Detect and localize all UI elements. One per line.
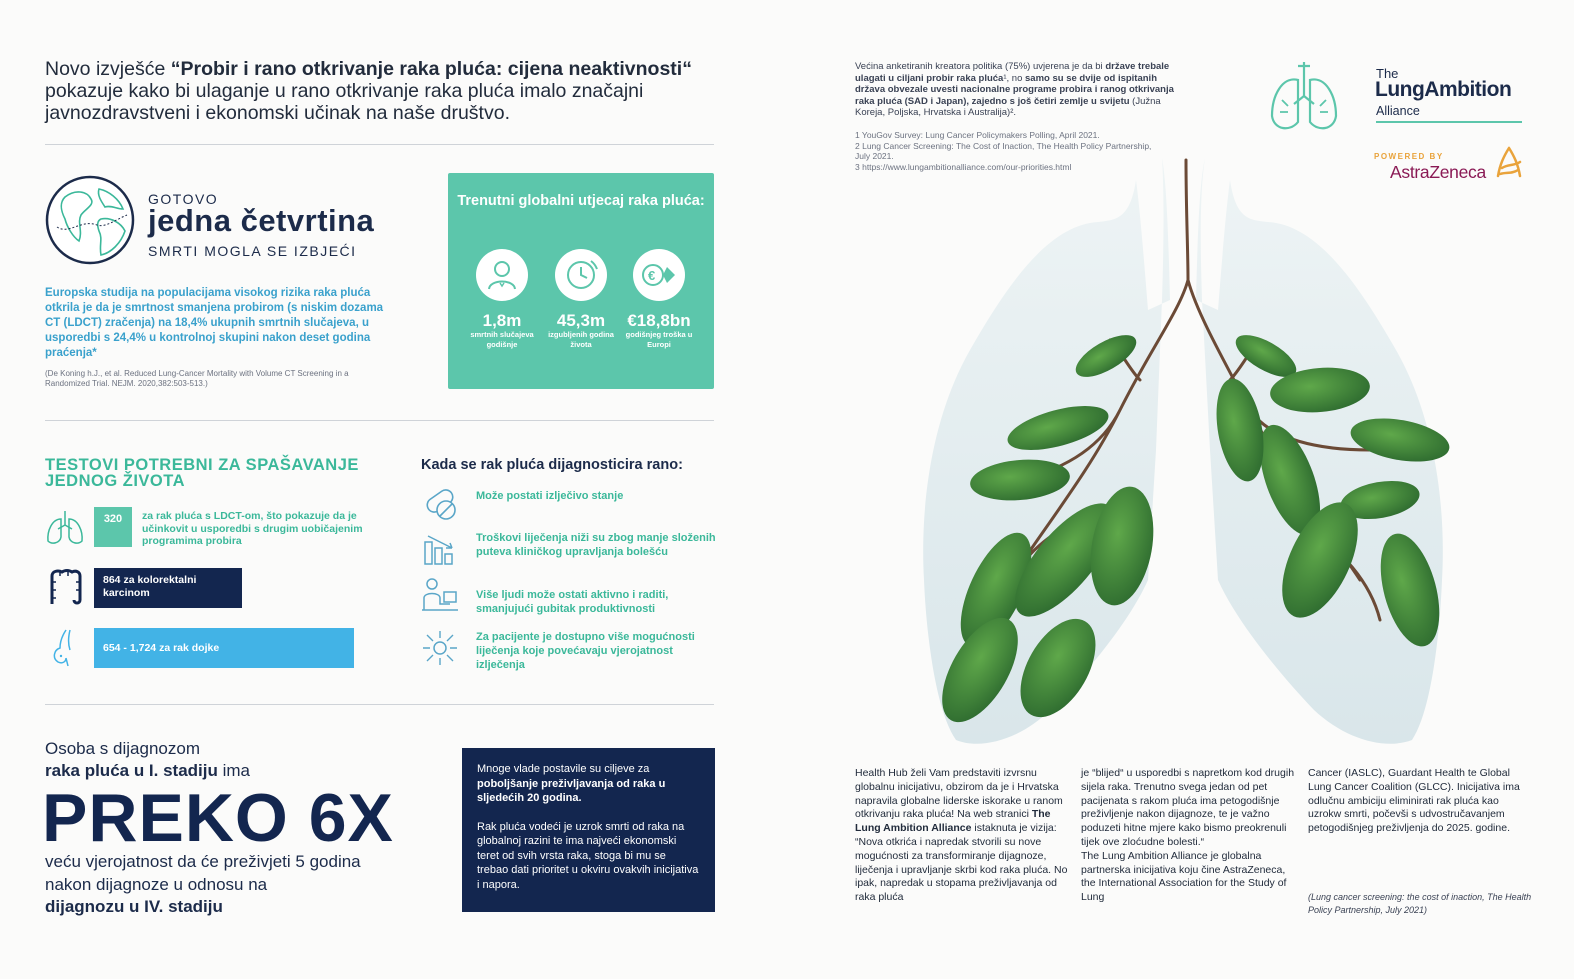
stat-years-label: izgubljenih godina života: [548, 330, 614, 349]
survival-stage: raka pluća u I. stadiju ima: [45, 761, 251, 780]
clock-icon: [555, 249, 607, 301]
text-column-3: Cancer (IASLC), Guardant Health te Global Lung Cancer Coalition (GLCC). Inicijativa ima odlučnu ambiciju eliminirati rak pluća kao uzrokw smrti, počevši s udvostručavanjem petogodišnjeg preživljenja do 2025. godine.: [1308, 767, 1520, 835]
lung-tests-bar: 320: [94, 507, 132, 547]
person-icon: [476, 249, 528, 301]
brand-underline: [1376, 121, 1522, 123]
early-item: Više ljudi može ostati aktivno i raditi, smanjujući gubitak produktivnosti: [476, 589, 669, 615]
impact-title: Trenutni globalni utjecaj raka pluća:: [457, 193, 705, 209]
divider: [45, 144, 714, 145]
stat-deaths-label: smrtnih slučajeva godišnje: [470, 330, 534, 349]
lung-tests-text: za rak pluća s LDCT-om, što pokazuje da je učinkovit u usporedbi s drugim uobičajenim programima probira: [142, 510, 363, 547]
report-title: “Probir i rano otkrivanje raka pluća: cijena neaktivnosti“: [170, 58, 692, 80]
astrazeneca-logo-text: AstraZeneca: [1390, 162, 1486, 182]
early-item: Troškovi liječenja niži su zbog manje složenih puteva kliničkog upravljanja bolešću: [476, 532, 716, 558]
stat-years-value: 45,3m: [556, 311, 606, 330]
quarter-headline: jedna četvrtina: [148, 203, 375, 238]
globe-icon: [45, 175, 135, 265]
lungs-icon: [44, 507, 86, 549]
intro-text: Novo izvješće “Probir i rano otkrivanje raka pluća: cijena neaktivnosti“ pokazuje kako bi ulaganje u rano otkrivanje raka pluća imalo značajni javnozdravstveni i ekonomski učinak na naše društvo.: [45, 58, 692, 124]
column-reference: (Lung cancer screening: the cost of inaction, The Health Policy Partnership, July 2021): [1308, 892, 1532, 915]
worker-icon: [420, 576, 460, 614]
colorectal-text: za kolorektalni karcinom: [103, 574, 197, 599]
colorectal-value: 864: [103, 574, 121, 586]
colon-icon: [44, 566, 86, 608]
text-column-1: Health Hub želi Vam predstaviti izvrsnu globalnu inicijativu, obzirom da je i Hrvatska napravila globalne liderske iskorake u ranom otkrivanju raka pluća! Na web stranici The Lung Ambition Alliance istaknuta je vizija: “Nova otkrića i napredak stvorili su nove mogućnosti za transformiranje dijagnoze, liječenja i upravljanje skrbi kod raka pluća. No ipak, napredak u stopama preživljavanja od raka pluća: [855, 767, 1068, 904]
divider: [45, 420, 714, 421]
breast-tests-bar: [94, 628, 354, 668]
breast-icon: [44, 626, 86, 668]
svg-text:€: €: [648, 268, 656, 283]
breast-value: 654 - 1,724: [103, 642, 157, 654]
early-diagnosis-title: Kada se rak pluća dijagnosticira rano:: [421, 457, 683, 473]
text-column-2: je “blijed“ u usporedbi s napretkom kod drugih sijela raka. Trenutno svega jedan od pet pacijenata s rakom pluća ima petogodišnje preživljenje nakon dijagnoze, te je važno poduzeti hitne mjere kako bismo preokrenuli tijek ove zloćudne bolesti.“ The Lung Ambition Alliance je globalna partnerska inicijativa koju čine AstraZeneca, the International Association for the Study of Lung: [1081, 767, 1295, 904]
reference-item: 3 https://www.lungambitionalliance.com/our-priorities.html: [855, 161, 1072, 172]
survival-intro: Osoba s dijagnozom: [45, 739, 200, 758]
quarter-subtitle: SMRTI MOGLA SE IZBJEĆI: [148, 243, 357, 259]
government-goals-box: Mnoge vlade postavile su ciljeve za poboljšanje preživljavanja od raka u sljedećih 20 godina. Rak pluća vodeći je uzrok smrti od raka na globalnoj razini te ima najveći ekonomski teret od svih vrsta raka, stoga bi mu se trebao dati prioritet u okviru ovakvih inicijativa i napora.: [462, 748, 715, 912]
stat-deaths-value: 1,8m: [482, 311, 522, 330]
lungs-leaves-illustration: [900, 150, 1540, 760]
stat-cost-value: €18,8bn: [627, 311, 691, 330]
brand-name: LungAmbition: [1375, 78, 1512, 101]
brand-the: The: [1376, 66, 1399, 81]
study-reference: (De Koning h.J., et al. Reduced Lung-Cancer Mortality with Volume CT Screening in a Randomized Trial. NEJM. 2020,382:503-513.): [45, 369, 349, 388]
brand-alliance: Alliance: [1376, 104, 1420, 118]
pill-icon: [420, 484, 460, 522]
bar-chart-icon: [420, 530, 460, 568]
study-summary: Europska studija na populacijama visokog rizika raka pluća otkrila je da je smrtnost smanjena probirom (s niskim dozama CT (LDCT) zračenja) na 18,4% ukupnih smrtnih slučajeva, u usporedbi s 24,4% u kontrolnoj skupini nakon deset godina praćenja*: [45, 287, 384, 359]
early-item: Za pacijente je dostupno više mogućnosti liječenja koje povećavaju vjerojatnost izlječenja: [476, 631, 695, 671]
stat-cost-label: godišnjeg troška u Europi: [625, 330, 693, 349]
survival-detail: veću vjerojatnost da će preživjeti 5 godina nakon dijagnoze u odnosu na dijagnozu u IV. stadiju: [45, 852, 361, 916]
quarter-pretitle: GOTOVO: [148, 191, 219, 207]
survival-headline: PREKO 6X: [42, 780, 394, 856]
government-goals-text: Rak pluća vodeći je uzrok smrti od raka na globalnoj razini te ima najveći ekonomski teret od svih vrsta raka, stoga bi mu se trebao dati prioritet u okviru ovakvih inicijativa i napora.: [477, 820, 699, 891]
tests-title: TESTOVI POTREBNI ZA SPAŠAVANJE JEDNOG ŽIVOTA: [45, 456, 359, 490]
breast-text: za rak dojke: [159, 642, 220, 654]
reference-item: 1 YouGov Survey: Lung Cancer Policymakers Polling, April 2021.: [855, 130, 1100, 140]
global-impact-panel: [448, 173, 714, 389]
euro-icon: [633, 249, 685, 301]
divider: [45, 704, 714, 705]
policy-text: Većina anketiranih kreatora politika (75%) uvjerena je da bi države trebale ulagati u ciljani probir raka pluća¹, no samo su se dvije od ispitanih država obvezale uvesti nacionalne programe probira i ranog otkrivanja raka pluća (SAD i Japan), zajedno s još četiri zemlje u svijetu (Južna Koreja, Poljska, Hrvatska i Australija)².: [855, 61, 1174, 118]
options-icon: [420, 629, 460, 667]
colorectal-tests-bar: [94, 568, 242, 608]
powered-by-label: POWERED BY: [1374, 152, 1444, 161]
reference-item: 2 Lung Cancer Screening: The Cost of Inaction, The Health Policy Partnership, July 2021.: [855, 140, 1152, 161]
early-item: Može postati izlječivo stanje: [476, 490, 624, 502]
lung-ambition-logo-icon: [1268, 60, 1340, 136]
